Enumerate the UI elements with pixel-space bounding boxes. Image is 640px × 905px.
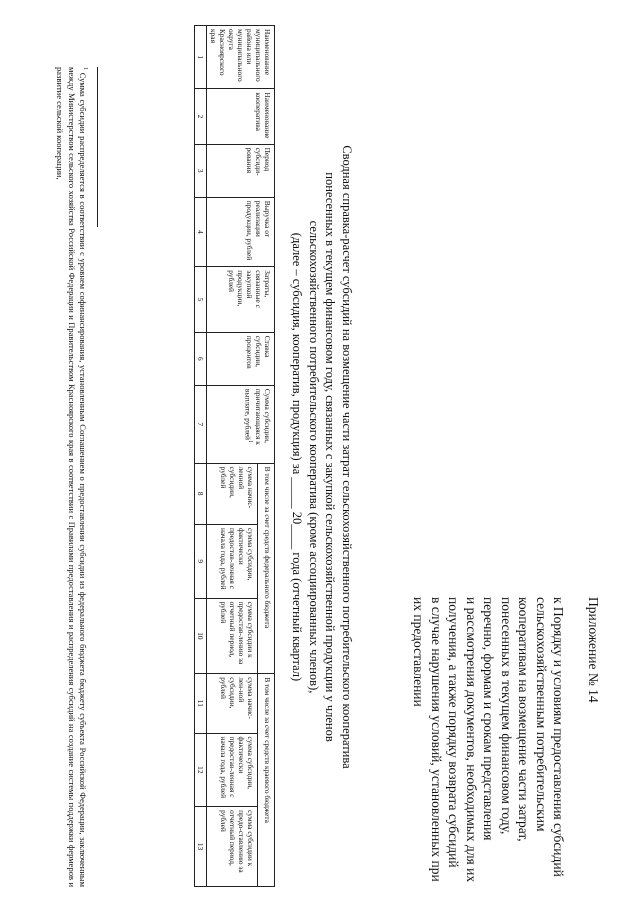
table-header-row-1: [257, 26, 274, 887]
calculation-table: [194, 25, 275, 887]
header-col-8: сумма начис-ленной субсидии, рублей: [207, 463, 258, 524]
rotated-content: [10, 7, 630, 897]
header-col-11: сумма начис-лен-ной субсидии, рублей: [207, 674, 258, 733]
document-title: [289, 27, 355, 887]
footnote-ref: 1: [247, 440, 253, 443]
col-number: 5: [195, 267, 207, 332]
title-line-2: понесенных в текущем финансовом году, связанных с закупкой сельскохозяйственной продукции у членов: [323, 172, 338, 742]
footnote-divider: [97, 67, 98, 227]
header-col-1: Наименование муниципального района или муниципального округа Красноярского края: [207, 26, 275, 89]
col-number: 4: [195, 197, 207, 267]
footnote-text: Сумма субсидии распределяется в соответствии с уровнем софинансирования, установленным Соглашением о предоставлении субсидии из федерального бюджета бюджету субъекта Российской Федерации, заключенным между Министерством сельского хозяйства Российской Федерации и Правительством Красноярского края в соответствии с Правилами предоставления и распределения субсидий на создание системы поддержки фермеров и развитие сельской кооперации,: [55, 67, 89, 887]
title-line-4: (далее – субсидия, кооператив, продукция) за _____ 20____ года (отчетный квартал): [290, 232, 305, 682]
col-number: 9: [195, 524, 207, 598]
header-group-regional: В том числе за счет средств краевого бюджета: [257, 674, 274, 887]
header-col-7-text: Сумма субсидии, причитающаяся к выплате, рублей: [243, 388, 272, 445]
col-number: 11: [195, 674, 207, 733]
col-number: 13: [195, 807, 207, 887]
header-col-7: [207, 385, 275, 463]
footnote: [54, 67, 90, 887]
header-group-federal: В том числе за счет средств федерального бюджета: [257, 463, 274, 674]
header-col-3: Период субсиди-рования: [207, 144, 275, 197]
col-number: 10: [195, 598, 207, 674]
header-col-4: Выручка от реализации продукции, рублей: [207, 197, 275, 267]
appendix-number: Приложение № 14: [586, 597, 602, 703]
column-number-row: [195, 26, 207, 887]
header-col-12: сумма субсидии, фактически предостав-ленная с начала года, рублей: [207, 733, 258, 807]
title-line-1: Сводная справка-расчет субсидий на возмещение части затрат сельскохозяйственного потребительского кооператива: [340, 145, 354, 769]
header-col-13: сумма субсидии к предо-ставлению за отчетный период, рублей: [207, 807, 258, 887]
header-col-9: сумма субсидии, фактически предостав-ленная с начала года, рублей: [207, 524, 258, 598]
header-col-2: Наименование кооператива: [207, 89, 275, 144]
appendix-text: к Порядку и условиям предоставления субсидий сельскохозяйственным потребительским кооперативам на возмещение части затрат, понесенных в текущем финансовом году, перечню, формам и срокам представления и рассмотрения документов, необходимых для их получения, а также порядку возврата субсидий в случае нарушения условий, установленных при их предоставлении: [411, 597, 567, 883]
header-col-6: Ставка субсидии, процентов: [207, 332, 275, 385]
col-number: 1: [195, 26, 207, 89]
col-number: 3: [195, 144, 207, 197]
footnote-mark: 1: [82, 67, 88, 70]
title-line-3: сельскохозяйственного потребительского кооператива (кроме ассоциированных членов),: [307, 220, 321, 694]
header-col-5: Затраты, связанные с закупкой продукции, рублей: [207, 267, 275, 332]
col-number: 6: [195, 332, 207, 385]
col-number: 8: [195, 463, 207, 524]
appendix-block: [393, 597, 621, 897]
header-col-10: сумма субсидии к предостав-лению за отчетный период, рублей: [207, 598, 258, 674]
col-number: 12: [195, 733, 207, 807]
col-number: 2: [195, 89, 207, 144]
col-number: 7: [195, 385, 207, 463]
